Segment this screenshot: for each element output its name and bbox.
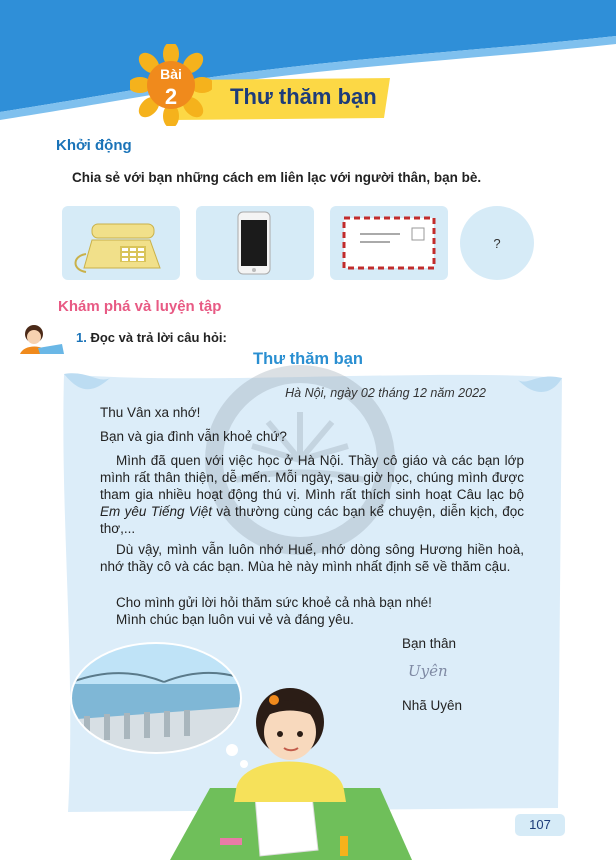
question-number: 1. (76, 330, 87, 345)
letter-closing: Bạn thân (402, 636, 457, 651)
lesson-label: Bài (160, 66, 182, 82)
smartphone-icon (196, 206, 314, 280)
letter-paragraph-3: Cho mình gửi lời hỏi thăm sức khoẻ cả nhà bạn nhé! (116, 595, 432, 610)
question-1 (76, 330, 227, 345)
letter-paragraph-4: Mình chúc bạn luôn vui vẻ và đáng yêu. (116, 612, 354, 627)
girl-writing-illustration (150, 660, 420, 860)
letter-question: Bạn và gia đình vẫn khoẻ chứ? (100, 429, 287, 444)
card-telephone (62, 206, 180, 280)
letter-sender-name: Nhã Uyên (402, 698, 463, 713)
club-name: Em yêu Tiếng Việt (100, 504, 212, 519)
card-smartphone (196, 206, 314, 280)
telephone-icon (62, 206, 180, 280)
letter-greeting: Thu Vân xa nhớ! (100, 405, 201, 420)
paragraph-1-part-a: Mình đã quen với việc học ở Hà Nội. Thầy cô giáo và các bạn lớp mình rất thân thiện, dễ mến. Mỗi ngày, sau giờ học, chúng mình được tham gia nhiều hoạt động thú vị. Mình rất thích sinh hoạt Câu lạc bộ (100, 453, 524, 502)
section-heading-explore: Khám phá và luyện tập (58, 298, 222, 315)
warmup-prompt: Chia sẻ với bạn những cách em liên lạc với người thân, bạn bè. (72, 170, 482, 185)
page-number: 107 (515, 814, 565, 836)
card-unknown: ? (460, 206, 534, 280)
card-envelope (330, 206, 448, 280)
section-heading-warmup: Khởi động (56, 137, 132, 154)
letter-paragraph-1 (100, 452, 524, 537)
letter-date: Hà Nội, ngày 02 tháng 12 năm 2022 (285, 386, 486, 400)
question-text: Đọc và trả lời câu hỏi: (90, 330, 227, 345)
letter-title: Thư thăm bạn (252, 350, 364, 368)
lesson-title: Thư thăm bạn (230, 84, 377, 109)
envelope-icon (330, 206, 448, 280)
letter-paragraph-2: Dù vậy, mình vẫn luôn nhớ Huế, nhớ dòng sông Hương hiền hoà, nhớ thầy cô và các bạn. Mùa hè này mình nhất định sẽ về thăm cậu. (100, 542, 524, 574)
letter-signature: Uyên (408, 662, 448, 680)
lesson-number: 2 (164, 84, 178, 109)
paragraph-1-part-b: và thường cùng các bạn kể chuyện, diễn kịch, đọc thơ,... (100, 504, 524, 536)
